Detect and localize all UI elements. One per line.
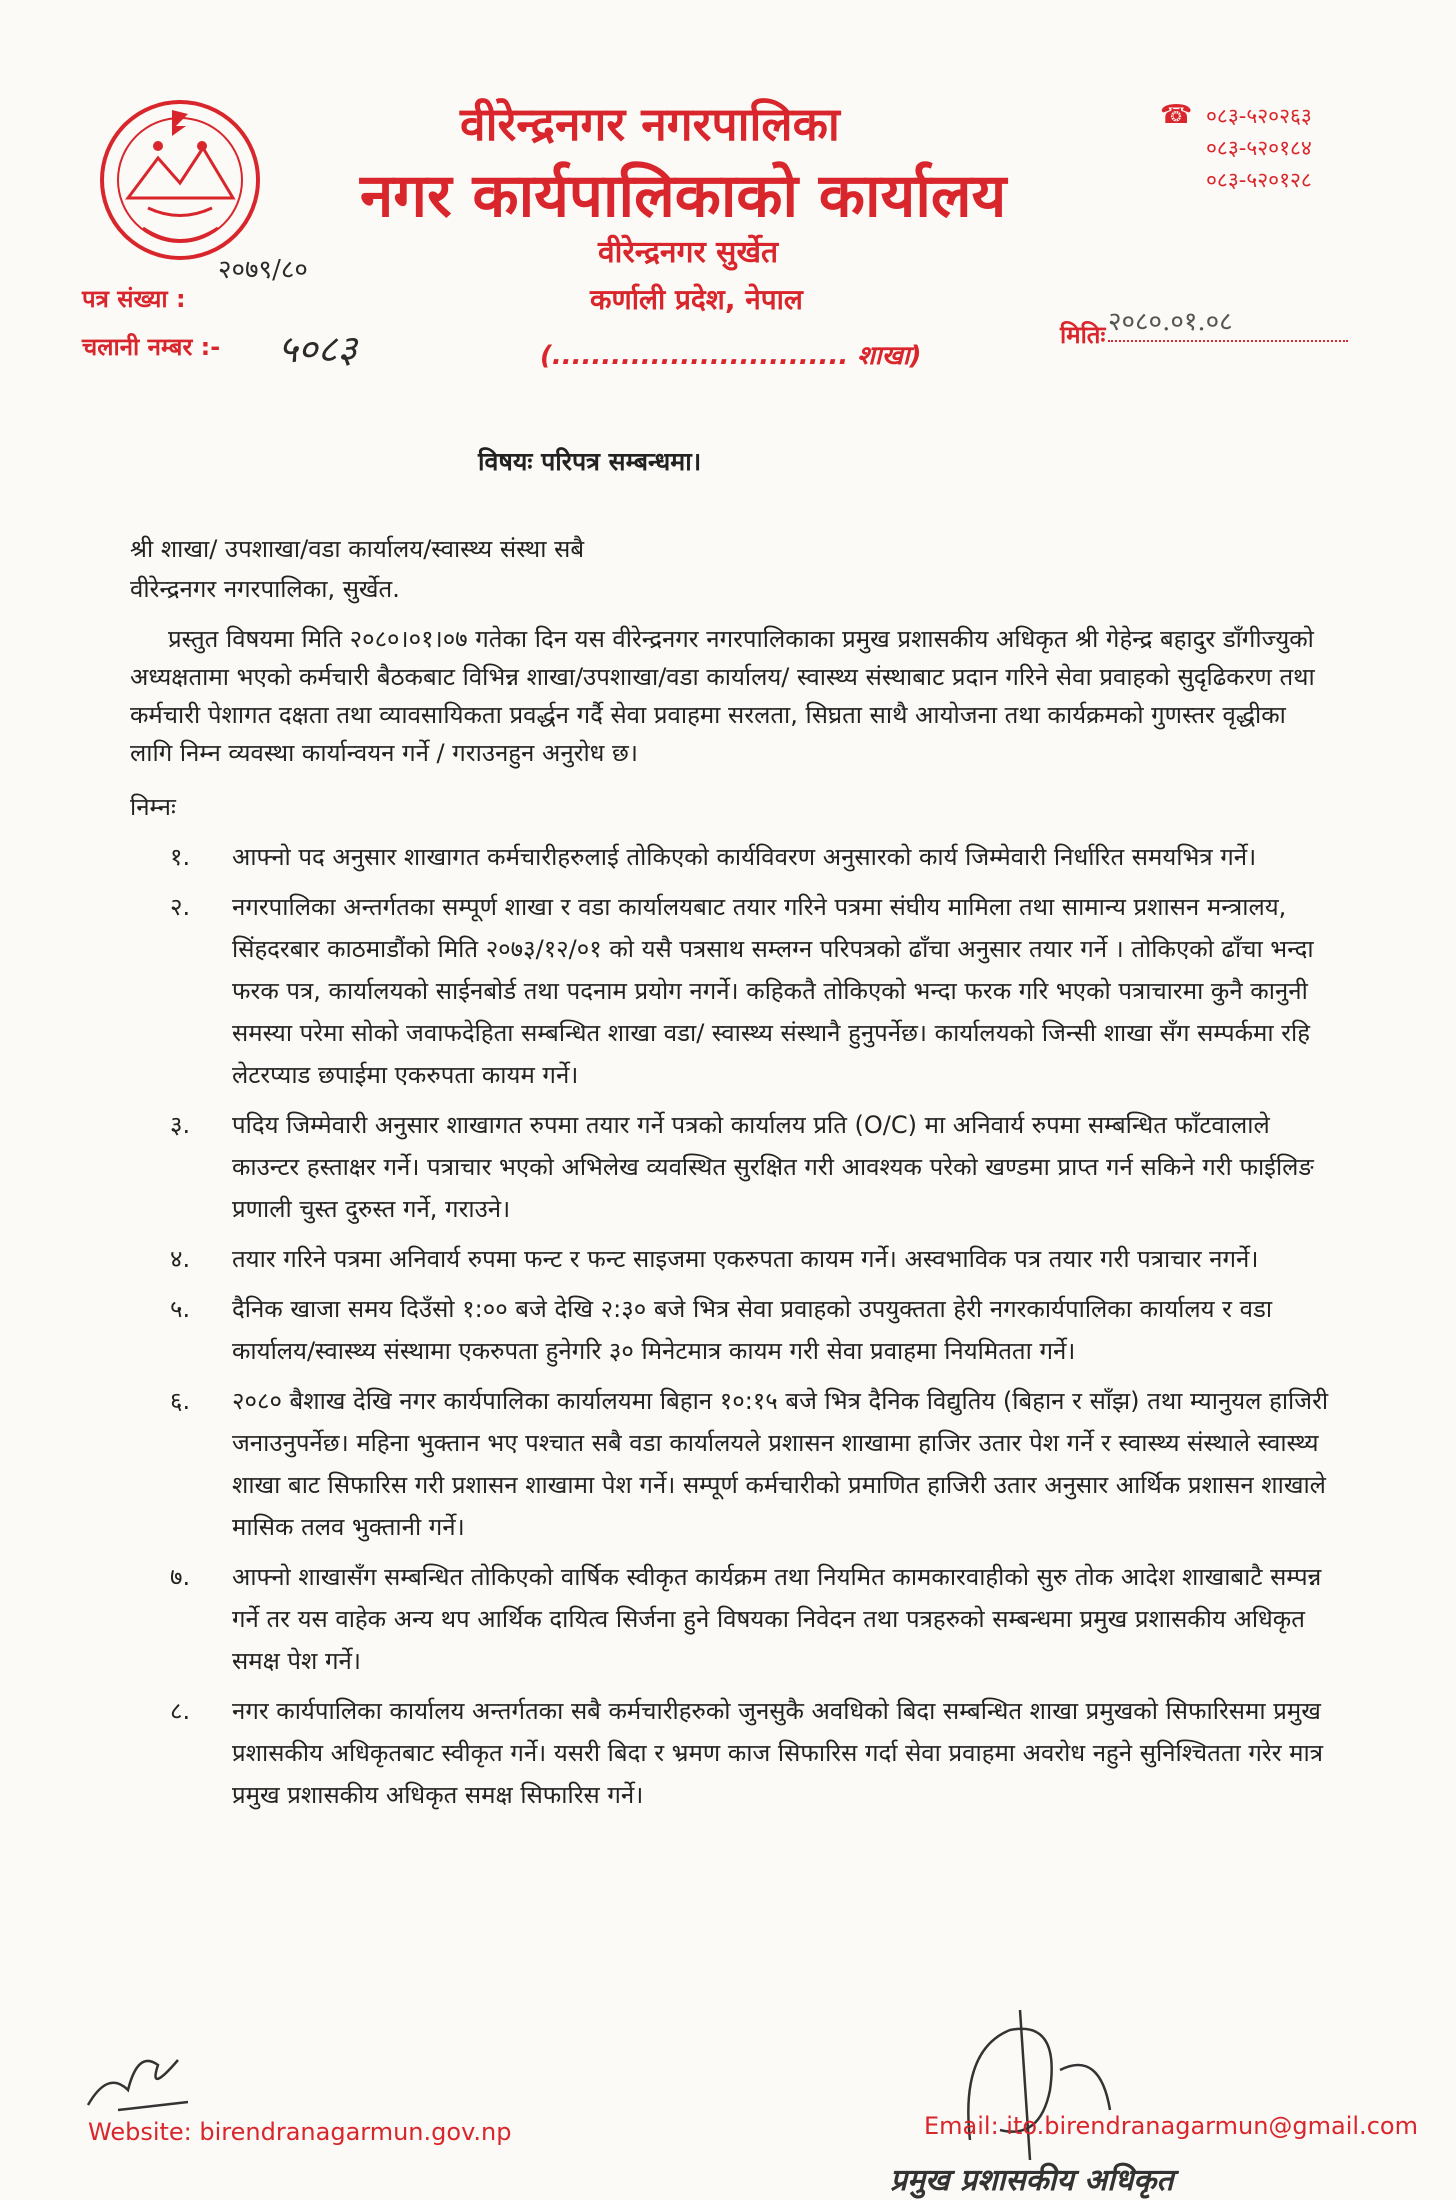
item-number: ७.	[170, 1563, 191, 1591]
item-text: तयार गरिने पत्रमा अनिवार्य रुपमा फन्ट र फन्ट साइजमा एकरुपता कायम गर्ने। अस्वभाविक पत्र तयार गरी पत्राचार नगर्ने।	[232, 1245, 1259, 1273]
item-text: नगरपालिका अन्तर्गतका सम्पूर्ण शाखा र वडा कार्यालयबाट तयार गरिने पत्रमा संघीय मामिला तथा सामान्य प्रशासन मन्त्रालय, सिंहदरबार काठमाडौंको मिति २०७३/१२/०१ को यसै पत्रसाथ सम्लग्न परिपत्रको ढाँचा अनुसार तयार गर्ने । तोकिएको ढाँचा भन्दा फरक पत्र, कार्यालयको साईनबोर्ड तथा पदनाम प्रयोग नगर्ने। कहिकतै तोकिएको भन्दा फरक गरि भएको पत्राचारमा कुनै कानुनी समस्या परेमा सोको जवाफदेहिता सम्बन्धित शाखा वडा/ स्वास्थ्य संस्थानै हुनुपर्नेछ। कार्यालयको जिन्सी शाखा सँग सम्पर्कमा रहि लेटरप्याड छपाईमा एकरुपता कायम गर्ने।	[232, 893, 1314, 1089]
date-value: २०८०.०१.०८	[1108, 307, 1233, 337]
item-text: २०८० बैशाख देखि नगर कार्यपालिका कार्यालयमा बिहान १०:१५ बजे भित्र दैनिक विद्युतिय (बिहान र साँझ) तथा म्यानुयल हाजिरी जनाउनुपर्नेछ। महिना भुक्तान भए पश्चात सबै वडा कार्यालयले प्रशासन शाखामा हाजिर उतार पेश गर्ने र स्वास्थ्य संस्थाले स्वास्थ्य शाखा बाट सिफारिस गरी प्रशासन शाखामा पेश गर्ने। सम्पूर्ण कर्मचारीको प्रमाणित हाजिरी उतार अनुसार आर्थिक प्रशासन शाखाले मासिक तलव भुक्तानी गर्ने।	[232, 1387, 1329, 1541]
intro-paragraph: प्रस्तुत विषयमा मिति २०८०।०१।०७ गतेका दिन यस वीरेन्द्रनगर नगरपालिकाका प्रमुख प्रशासकीय अधिकृत श्री गेहेन्द्र बहादुर डाँगीज्युको अध्यक्षतामा भएको कर्मचारी बैठकबाट विभिन्न शाखा/उपशाखा/वडा कार्यालय/ स्वास्थ्य संस्थाबाट प्रदान गरिने सेवा प्रवाहको सुदृढिकरण तथा कर्मचारी पेशागत दक्षता तथा व्यावसायिकता प्रवर्द्धन गर्दै सेवा प्रवाहमा सरलता, सिघ्रता साथै आयोजना तथा कार्यक्रमको गुणस्तर वृद्धीका लागि निम्न व्यवस्था कार्यान्वयन गर्ने / गराउनहुन अनुरोध छ।	[130, 625, 1315, 767]
website-text: Website: birendranagarmun.gov.np	[88, 2118, 512, 2146]
item-text: दैनिक खाजा समय दिउँसो १:०० बजे देखि २:३० बजे भित्र सेवा प्रवाहको उपयुक्तता हेरी नगरकार्यपालिका कार्यालय र वडा कार्यालय/स्वास्थ्य संस्थामा एकरुपता हुनेगरि ३० मिनेटमात्र कायम गरी सेवा प्रवाहमा नियमितता गर्ने।	[232, 1295, 1273, 1365]
letter-number-value: २०७९/८०	[218, 255, 308, 285]
office-province: कर्णाली प्रदेश, नेपाल	[590, 283, 803, 316]
list-item	[170, 836, 1340, 878]
item-text: नगर कार्यपालिका कार्यालय अन्तर्गतका सबै कर्मचारीहरुको जुनसुकै अवधिको बिदा सम्बन्धित शाखा प्रमुखको सिफारिसमा प्रमुख प्रशासकीय अधिकृतबाट स्वीकृत गर्ने। यसरी बिदा र भ्रमण काज सिफारिस गर्दा सेवा प्रवाहमा अवरोध नहुने सुनिश्चितता गरेर मात्र प्रमुख प्रशासकीय अधिकृत समक्ष सिफारिस गर्ने।	[232, 1697, 1323, 1809]
telephone-icon: ☎	[1160, 100, 1193, 130]
list-item	[170, 1104, 1340, 1230]
item-number: ८.	[170, 1697, 191, 1725]
list-item	[170, 886, 1340, 1096]
dispatch-number-label: चलानी नम्बर :-	[82, 333, 221, 361]
handwritten-signature-right	[940, 1990, 1130, 2170]
item-number: ५.	[170, 1295, 191, 1323]
municipality-name: वीरेन्द्रनगर नगरपालिका	[460, 97, 840, 151]
item-text: आफ्नो पद अनुसार शाखागत कर्मचारीहरुलाई तोकिएको कार्यविवरण अनुसारको कार्य जिम्मेवारी निर्धारित समयभित्र गर्ने।	[232, 843, 1257, 871]
office-name: नगर कार्यपालिकाको कार्यालय	[360, 161, 1007, 231]
item-text: आफ्नो शाखासँग सम्बन्धित तोकिएको वार्षिक स्वीकृत कार्यक्रम तथा नियमित कामकारवाहीको सुरु तोक आदेश शाखाबाटै सम्पन्न गर्ने तर यस वाहेक अन्य थप आर्थिक दायित्व सिर्जना हुने विषयका निवेदन तथा पत्रहरुको सम्बन्धमा प्रमुख प्रशासकीय अधिकृत समक्ष पेश गर्ने।	[232, 1563, 1322, 1675]
item-number: २.	[170, 893, 191, 921]
nepal-government-emblem-icon	[88, 88, 272, 268]
list-item	[170, 1690, 1340, 1816]
signatory-title: प्रमुख प्रशासकीय अधिकृत	[890, 2163, 1174, 2198]
list-item	[170, 1238, 1340, 1280]
phone-number: ०८३-५२०१२८	[1206, 168, 1312, 192]
date-underline	[1108, 340, 1348, 342]
phone-number: ०८३-५२०१८४	[1206, 136, 1312, 160]
instruction-list	[170, 836, 1340, 1824]
item-number: ६.	[170, 1387, 191, 1415]
addressee-line-2: वीरेन्द्रनगर नगरपालिका, सुर्खेत.	[130, 575, 400, 603]
item-number: ४.	[170, 1245, 191, 1273]
list-item	[170, 1288, 1340, 1372]
list-item	[170, 1380, 1340, 1548]
dispatch-number-value: ५०८३	[278, 327, 358, 371]
email-text: Email: ito.birendranagarmun@gmail.com	[924, 2112, 1418, 2140]
handwritten-signature-left	[78, 2010, 198, 2120]
item-number: १.	[170, 843, 191, 871]
subject-line: विषयः परिपत्र सम्बन्धमा।	[478, 447, 702, 476]
office-place: वीरेन्द्रनगर सुर्खेत	[598, 235, 779, 270]
list-item	[170, 1556, 1340, 1682]
phone-numbers	[1206, 100, 1312, 196]
following-label: निम्नः	[130, 793, 176, 821]
date-label: मितिः	[1060, 321, 1106, 349]
addressee-line-1: श्री शाखा/ उपशाखा/वडा कार्यालय/स्वास्थ्य संस्था सबै	[130, 535, 585, 563]
item-number: ३.	[170, 1111, 191, 1139]
item-text: पदिय जिम्मेवारी अनुसार शाखागत रुपमा तयार गर्ने पत्रको कार्यालय प्रति (O/C) मा अनिवार्य रुपमा सम्बन्धित फाँटवालाले काउन्टर हस्ताक्षर गर्ने। पत्राचार भएको अभिलेख व्यवस्थित सुरक्षित गरी आवश्यक परेको खण्डमा प्राप्त गर्न सकिने गरी फाईलिङ प्रणाली चुस्त दुरुस्त गर्ने, गराउने।	[232, 1111, 1314, 1223]
phone-number: ०८३-५२०२६३	[1206, 104, 1312, 128]
branch-line: (.............................. शाखा)	[540, 341, 922, 371]
letter-number-label: पत्र संख्या :	[82, 285, 186, 313]
